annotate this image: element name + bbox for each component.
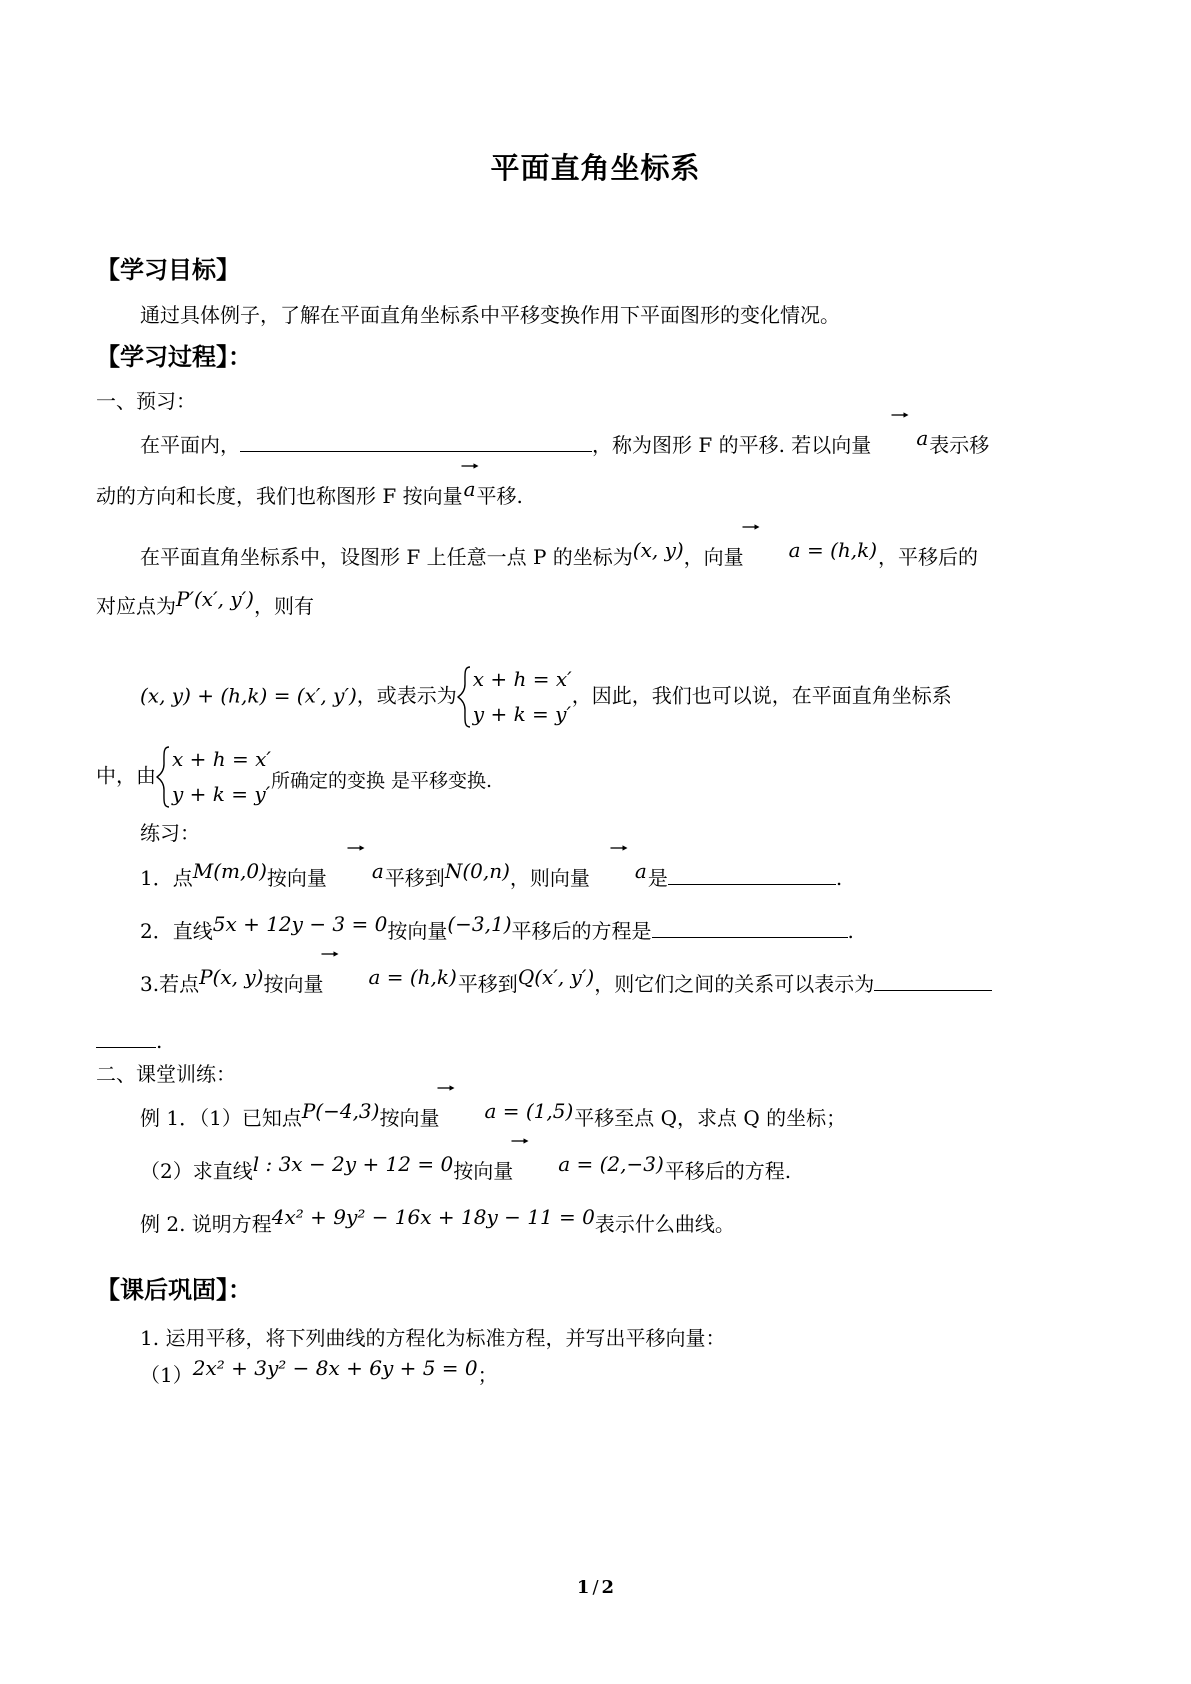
vector-a-equals-15: a = (1,5) — [439, 1096, 574, 1127]
practice-2-vector: (−3,1) — [447, 912, 512, 937]
example-2-a: 例 2. 说明方程 — [140, 1212, 272, 1237]
consolidation-sub1-equation: 2x² + 3y² − 8x + 6y + 5 = 0 — [192, 1356, 478, 1381]
example-1-label: 例 1． — [140, 1106, 200, 1131]
image-point-text-a: 对应点为 — [96, 594, 176, 619]
section-heading-consolidation-colon: ： — [228, 1275, 252, 1305]
practice-3-period: . — [156, 1029, 163, 1054]
fill-blank-practice-3a[interactable] — [874, 969, 992, 991]
practice-item-3 — [96, 965, 1095, 1000]
example-1-2-a: （2）求直线 — [140, 1159, 253, 1184]
fill-blank-definition[interactable] — [240, 430, 592, 452]
example-1-1-point-P: P(−4,3) — [301, 1099, 380, 1124]
section-heading-process-text: 【学习过程】 — [96, 342, 228, 372]
subsection-training-label: 二、课堂训练： — [96, 1062, 236, 1087]
transform-conclusion-a: 中，由 — [96, 763, 156, 788]
example-2-equation: 4x² + 9y² − 16x + 18y − 11 = 0 — [271, 1205, 595, 1230]
vector-a-equals-hk: a = (h,k) — [744, 535, 878, 566]
practice-1-point-N: N(0,n) — [444, 859, 510, 884]
practice-1-t5: 是 — [647, 866, 668, 891]
definition-paragraph — [96, 426, 1095, 461]
practice-item-3-cont — [96, 1026, 1095, 1057]
section-heading-process — [96, 343, 1095, 372]
left-brace-icon — [457, 662, 472, 732]
left-brace-icon — [156, 742, 171, 812]
page-title: 平面直角坐标系 — [490, 151, 701, 185]
section-heading-process-colon: ： — [228, 342, 252, 372]
point-coordinates-xy: (x, y) — [632, 538, 684, 563]
vector-a-equals-hk: a = (h,k) — [323, 962, 457, 993]
practice-3-t2: 按向量 — [263, 972, 324, 997]
definition-paragraph-cont — [96, 477, 1095, 512]
example-2-b: 表示什么曲线。 — [594, 1212, 735, 1237]
example-1-2-b: 按向量 — [453, 1159, 514, 1184]
practice-2-t1: 直线 — [172, 919, 213, 944]
consolidation-item-1-sub-1 — [96, 1356, 1095, 1391]
example-1-2-line-equation: l : 3x − 2y + 12 = 0 — [252, 1152, 454, 1177]
practice-1-number: 1． — [140, 866, 173, 891]
system-row-2: y + k = y′ — [172, 782, 271, 807]
image-point-text-b: ，则有 — [253, 594, 314, 619]
practice-1-period: . — [835, 866, 843, 891]
practice-3-point-Q: Q(x′, y′) — [517, 965, 595, 990]
translation-equation-mid: ，或表示为 — [356, 683, 457, 708]
image-point-symbol: P′(x′, y′) — [176, 587, 254, 612]
practice-3-t4: ，则它们之间的关系可以表示为 — [594, 972, 875, 997]
practice-3-t3: 平移到 — [457, 972, 518, 997]
practice-3-point-P: P(x, y) — [199, 965, 264, 990]
definition-text-a: 在平面内， — [140, 433, 240, 458]
fill-blank-practice-1[interactable] — [668, 863, 836, 885]
consolidation-sub1-label: （1） — [140, 1363, 193, 1388]
practice-1-t2: 按向量 — [266, 866, 327, 891]
practice-3-number: 3. — [140, 972, 160, 997]
example-1-1-c: 平移至点 Q，求点 Q 的坐标； — [574, 1106, 847, 1131]
image-point-paragraph — [96, 587, 1095, 622]
system-row-2: y + k = y′ — [472, 702, 571, 727]
consolidation-item-1: 1. 运用平移，将下列曲线的方程化为标准方程，并写出平移向量： — [140, 1326, 726, 1351]
practice-2-t3: 平移后的方程是 — [511, 919, 652, 944]
example-1-2-c: 平移后的方程. — [664, 1159, 792, 1184]
system-row-1: x + h = x′ — [472, 667, 572, 692]
translation-equation-tail: ，因此，我们也可以说，在平面直角坐标系 — [571, 683, 952, 708]
definition-text-b: ，称为图形 F 的平移. 若以向量 — [592, 433, 872, 458]
coordinate-paragraph — [96, 538, 1095, 573]
objectives-body: 通过具体例子，了解在平面直角坐标系中平移变换作用下平面图形的变化情况。 — [140, 303, 840, 328]
practice-3-t1: 若点 — [159, 972, 200, 997]
practice-2-period: . — [847, 919, 854, 944]
example-2 — [96, 1205, 1095, 1240]
practice-2-line-equation: 5x + 12y − 3 = 0 — [212, 912, 388, 937]
definition-cont-b: 平移. — [476, 484, 523, 509]
footer-total-pages: 2 — [601, 1577, 615, 1598]
practice-item-2 — [96, 912, 1095, 947]
example-1-part-2 — [96, 1152, 1095, 1187]
transform-conclusion-b: 所确定的变换 是平移变换. — [270, 769, 493, 792]
practice-1-point-M: M(m,0) — [192, 859, 267, 884]
practice-1-t4: ，则向量 — [509, 866, 590, 891]
page-footer — [0, 1577, 1191, 1598]
translation-system-2 — [156, 742, 271, 812]
translation-equation: (x, y) + (h,k) = (x′, y′) — [140, 683, 357, 708]
vector-a-symbol: a — [871, 423, 929, 454]
practice-1-t3: 平移到 — [384, 866, 445, 891]
example-1-1-a: （1）已知点 — [199, 1106, 302, 1131]
footer-current-page: 1 — [576, 1577, 590, 1598]
coordinate-text-c: ，平移后的 — [878, 545, 979, 570]
consolidation-sub1-tail: ； — [477, 1363, 498, 1388]
practice-1-t1: 点 — [172, 866, 193, 891]
footer-separator: / — [592, 1577, 599, 1598]
section-heading-consolidation-text: 【课后巩固】 — [96, 1275, 228, 1305]
transform-conclusion-paragraph — [96, 742, 1095, 812]
section-heading-consolidation — [96, 1276, 1095, 1305]
practice-2-number: 2． — [140, 919, 173, 944]
subsection-preview-label: 一、预习： — [96, 389, 196, 414]
practice-item-1 — [96, 859, 1095, 894]
example-1-part-1 — [96, 1099, 1095, 1134]
translation-system-1 — [457, 662, 572, 732]
definition-cont-a: 动的方向和长度，我们也称图形 F 按向量 — [96, 484, 463, 509]
vector-a-equals-2-minus3: a = (2,−3) — [513, 1149, 665, 1180]
vector-a-symbol: a — [463, 474, 477, 505]
definition-text-c: 表示移 — [929, 433, 990, 458]
system-row-1: x + h = x′ — [172, 747, 271, 772]
fill-blank-practice-2[interactable] — [652, 916, 848, 938]
example-1-1-b: 按向量 — [379, 1106, 440, 1131]
practice-2-t2: 按向量 — [387, 919, 448, 944]
translation-equation-paragraph — [96, 662, 1095, 732]
practice-label: 练习： — [140, 821, 200, 846]
coordinate-text-b: ，向量 — [683, 545, 744, 570]
vector-a-symbol: a — [327, 856, 385, 887]
fill-blank-practice-3b[interactable] — [96, 1026, 156, 1048]
coordinate-text-a: 在平面直角坐标系中，设图形 F 上任意一点 P 的坐标为 — [140, 545, 633, 570]
vector-a-symbol: a — [590, 856, 648, 887]
section-heading-objectives: 【学习目标】 — [96, 254, 240, 284]
